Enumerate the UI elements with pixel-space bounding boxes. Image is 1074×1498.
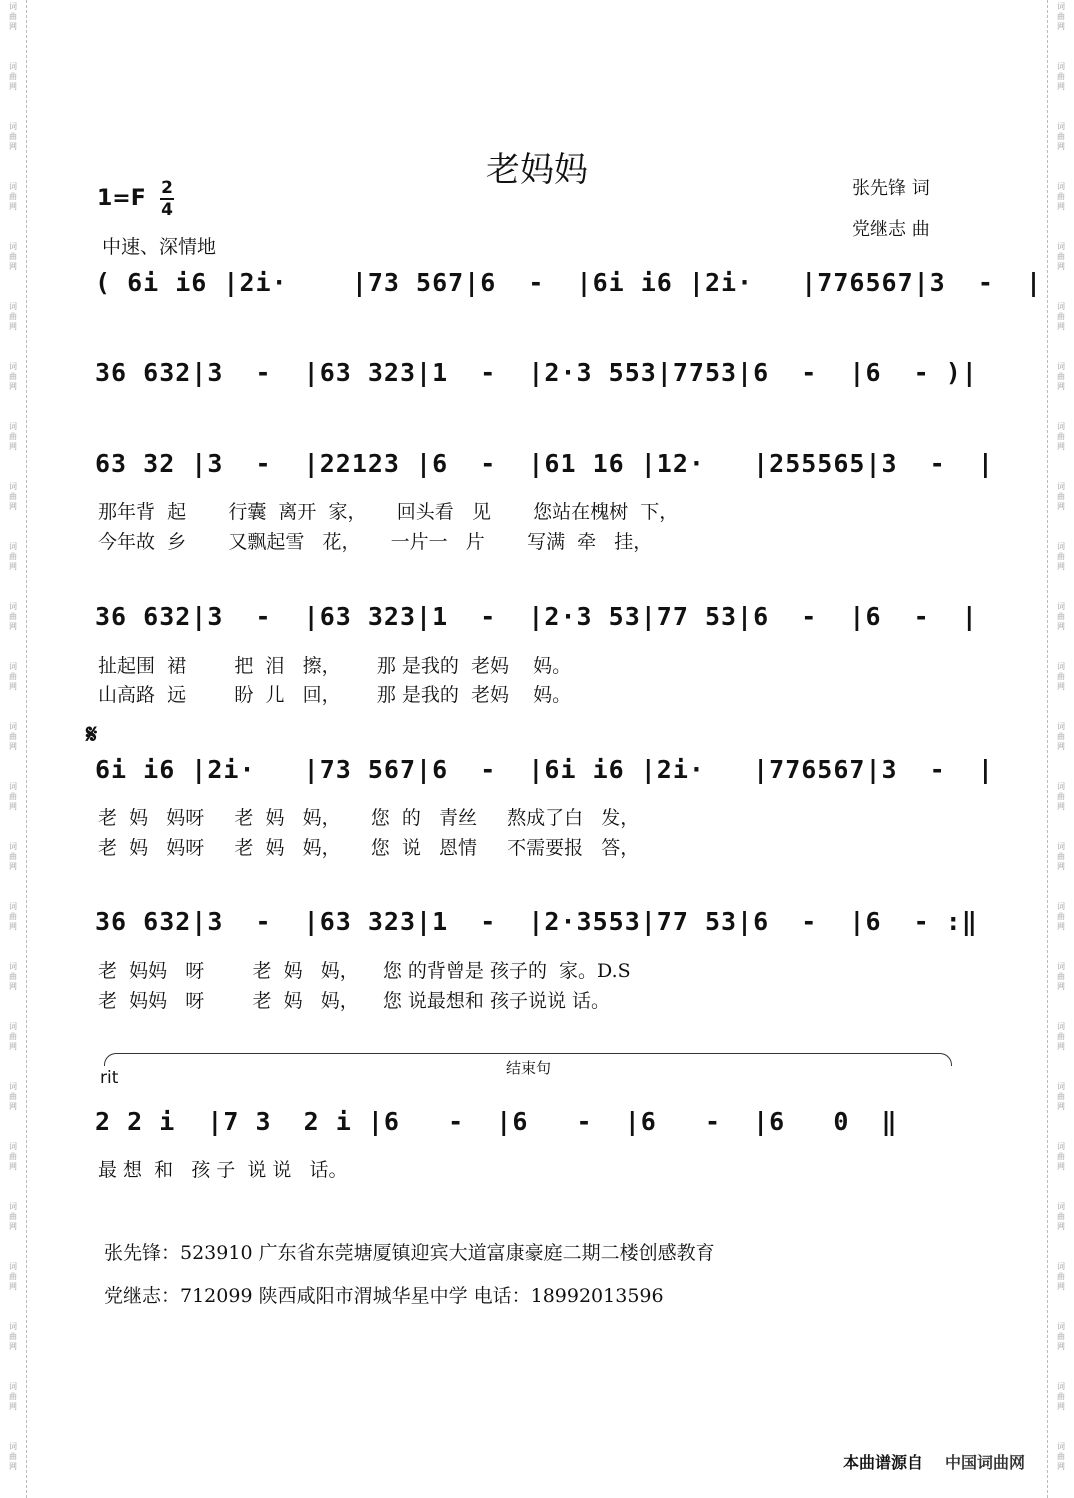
watermark-stamp: 词 曲 网 — [9, 302, 17, 331]
watermark-stamp: 词 曲 网 — [9, 1442, 17, 1471]
watermark-stamp: 词 曲 网 — [9, 182, 17, 211]
source-credit — [843, 1450, 1025, 1473]
ending-label: 结束句 — [506, 1059, 552, 1077]
watermark-stamp: 词 曲 网 — [1057, 122, 1065, 151]
watermark-stamp: 词 曲 网 — [9, 962, 17, 991]
watermark-stamp: 词 曲 网 — [1057, 782, 1065, 811]
watermark-stamp: 词 曲 网 — [1057, 542, 1065, 571]
song-title: 老妈妈 — [486, 150, 588, 190]
watermark-stamp: 词 曲 网 — [1057, 1082, 1065, 1111]
key-signature: 1=F — [97, 186, 146, 211]
watermark-stamp: 词 曲 网 — [1057, 1322, 1065, 1351]
watermark-stamp: 词 曲 网 — [9, 662, 17, 691]
watermark-stamp: 词 曲 网 — [1057, 362, 1065, 391]
watermark-stamp: 词 曲 网 — [9, 902, 17, 931]
notation-system-4: 36 632|3 - |63 323|1 - |2·3 53|77 53|6 - |6 - | — [95, 602, 978, 631]
rit-marking: rit — [100, 1068, 119, 1088]
lyricist-credit: 张先锋 词 — [852, 178, 930, 199]
lyric-line-3-2: 今年故 乡 又飘起雪 花， 一片一 片 写满 牵 挂， — [98, 531, 653, 553]
watermark-stamp: 词 曲 网 — [9, 602, 17, 631]
notation-system-5: 6i i6 |2i· |73 567|6 - |6i i6 |2i· |776567|3 - | — [95, 755, 994, 784]
watermark-stamp: 词 曲 网 — [9, 1262, 17, 1291]
time-sig-bottom: 4 — [161, 200, 173, 220]
time-signature — [158, 178, 176, 220]
watermark-stamp: 词 曲 网 — [1057, 302, 1065, 331]
segno-sign: 𝄋 — [86, 720, 98, 750]
watermark-stamp: 词 曲 网 — [1057, 662, 1065, 691]
notation-system-3: 63 32 |3 - |22123 |6 - |61 16 |12· |255565|3 - | — [95, 449, 994, 478]
watermark-stamp: 词 曲 网 — [1057, 722, 1065, 751]
watermark-stamp: 词 曲 网 — [1057, 842, 1065, 871]
watermark-stamp: 词 曲 网 — [1057, 2, 1065, 31]
watermark-stamp: 词 曲 网 — [9, 1382, 17, 1411]
notation-system-6: 36 632|3 - |63 323|1 - |2·3553|77 53|6 - |6 - :‖ — [95, 907, 978, 936]
watermark-stamp: 词 曲 网 — [9, 1142, 17, 1171]
watermark-stamp: 词 曲 网 — [9, 122, 17, 151]
watermark-stamp: 词 曲 网 — [1057, 182, 1065, 211]
watermark-stamp: 词 曲 网 — [1057, 242, 1065, 271]
watermark-stamp: 词 曲 网 — [1057, 1022, 1065, 1051]
source-label: 本曲谱源自 — [843, 1453, 924, 1472]
watermark-stamp: 词 曲 网 — [1057, 602, 1065, 631]
watermark-stamp: 词 曲 网 — [1057, 1382, 1065, 1411]
lyric-line-4-1: 扯起围 裙 把 泪 擦， 那 是我的 老妈 妈。 — [98, 655, 572, 677]
watermark-stamp: 词 曲 网 — [1057, 482, 1065, 511]
watermark-stamp: 词 曲 网 — [1057, 1142, 1065, 1171]
watermark-stamp: 词 曲 网 — [9, 62, 17, 91]
lyric-line-6-1: 老 妈妈 呀 老 妈 妈， 您 的背曾是 孩子的 家。D.S — [98, 960, 631, 982]
notation-system-1: ( 6i i6 |2i· |73 567|6 - |6i i6 |2i· |776567|3 - | — [95, 268, 1043, 297]
watermark-stamp: 词 曲 网 — [1057, 1262, 1065, 1291]
time-sig-top: 2 — [161, 178, 173, 198]
notation-system-2: 36 632|3 - |63 323|1 - |2·3 553|7753|6 - |6 - )| — [95, 358, 978, 387]
watermark-stamp: 词 曲 网 — [9, 842, 17, 871]
lyric-line-5-1: 老 妈 妈呀 老 妈 妈， 您 的 青丝 熬成了白 发， — [98, 807, 640, 829]
watermark-stamp: 词 曲 网 — [9, 362, 17, 391]
lyric-line-3-1: 那年背 起 行囊 离开 家， 回头看 见 您站在槐树 下， — [98, 501, 679, 523]
watermark-stamp: 词 曲 网 — [9, 422, 17, 451]
watermark-stamp: 词 曲 网 — [1057, 902, 1065, 931]
watermark-stamp: 词 曲 网 — [9, 1022, 17, 1051]
watermark-stamp: 词 曲 网 — [9, 542, 17, 571]
notation-system-7: 2 2 i |7 3 2 i |6 - |6 - |6 - |6 0 ‖ — [95, 1107, 898, 1136]
contact-lyricist: 张先锋：523910 广东省东莞塘厦镇迎宾大道富康豪庭二期二楼创感教育 — [104, 1242, 715, 1264]
source-site: 中国词曲网 — [945, 1453, 1026, 1472]
watermark-stamp: 词 曲 网 — [9, 782, 17, 811]
contact-composer: 党继志：712099 陕西咸阳市渭城华星中学 电话：18992013596 — [104, 1285, 664, 1307]
composer-credit: 党继志 曲 — [852, 219, 930, 240]
watermark-stamp: 词 曲 网 — [1057, 1442, 1065, 1471]
watermark-stamp: 词 曲 网 — [1057, 422, 1065, 451]
lyric-line-4-2: 山高路 远 盼 儿 回， 那 是我的 老妈 妈。 — [98, 684, 572, 706]
lyric-line-7-1: 最 想 和 孩 子 说 说 话。 — [98, 1159, 348, 1181]
watermark-stamp: 词 曲 网 — [9, 1322, 17, 1351]
tempo-marking: 中速、深情地 — [102, 236, 217, 258]
watermark-stamp: 词 曲 网 — [9, 2, 17, 31]
watermark-stamp: 词 曲 网 — [9, 1202, 17, 1231]
watermark-stamp: 词 曲 网 — [9, 1082, 17, 1111]
watermark-stamp: 词 曲 网 — [9, 482, 17, 511]
watermark-stamp: 词 曲 网 — [1057, 1202, 1065, 1231]
watermark-stamp: 词 曲 网 — [1057, 962, 1065, 991]
lyric-line-6-2: 老 妈妈 呀 老 妈 妈， 您 说最想和 孩子说说 话。 — [98, 990, 610, 1012]
lyric-line-5-2: 老 妈 妈呀 老 妈 妈， 您 说 恩情 不需要报 答， — [98, 837, 640, 859]
watermark-stamp: 词 曲 网 — [1057, 62, 1065, 91]
watermark-stamp: 词 曲 网 — [9, 242, 17, 271]
watermark-stamp: 词 曲 网 — [9, 722, 17, 751]
